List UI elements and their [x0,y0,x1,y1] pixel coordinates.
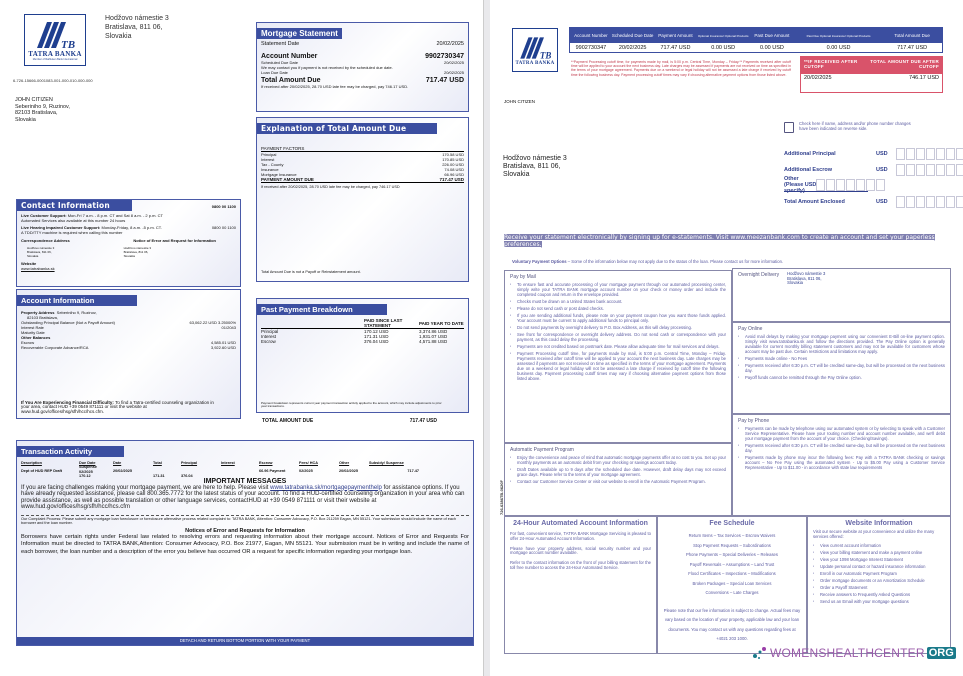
transaction-row: Dept of HUD REP Draft Suspense 02/2025 170.12 20/02/2025 171.31 376.04 66.96 Payment 02/2025 20/02/2025 717.47 [21,465,419,478]
payment-factors-list: Principal 170.58 USD Interest 170.85 USD Tax - County 226.00 USD Insurance 74.08 USD Mortgage Insurance 66.96 USD [261,152,464,177]
svg-text:TB: TB [61,38,76,50]
explanation-title: Explanation of Total Amount Due [257,123,437,134]
amount-entry-fields [784,147,963,211]
address-change-checkbox-row: Check here if name, address and/or phone number changes have been indicated on reverse side. [784,122,919,133]
bank-logo-icon [517,35,553,61]
additional-principal-field[interactable]: Additional Principal USD [784,147,963,160]
svg-text:TB: TB [539,50,552,61]
website-info-panel: Website Information Visit our secure website at your convenience and utilize the many services offered: ▪ View current account information ▪ View your billing statement and make a payment online ▪ View your 1098 Mortgage Interest Statement ▪ Update personal contact or hazard insurance information ▪ Enroll in our Automatic Payment Program ▪ Order mortgage documents or an Amortization Schedule ▪ Order a Payoff Statement ▪ Receive answers to Frequently Asked Questions ▪ Send us an Email with your mortgage questions [807,516,951,654]
important-messages-text: If you are facing challenges making your mortgage payment, we are here to help. Please visit www.tatrabanka.sk/mortgagepaymenthelp for assistance options. If you have already requested assistance, please call 800.365.7772 for the latest status of your account. To find a HUD-certified counseling organization in your area who can provide assistance, as well as possible translation or other language services, contactHUD at +39 0549 871111 or visit their website at www.hud.gov/offices/hsg/sfh/hcc/hcs.cfm [21,484,465,510]
fee-schedule-panel: Fee Schedule Return Items – Tax Services – Escrow Waivers Stop Payment Requests – Subordinations Phone Payments – Special Deliveries – Releases Payoff Reversals – Assumptions – Land Trust Flood Certificates – Inspections – Modifications Broken Packages – Special Loan Services Conversions – Late Charges Please note that our fee information is subject to change. Actual fees may vary based on the location of your property, applicable law and your loan documents. You may contact us with any questions regarding fees at +4021 203 1000. [657,516,807,654]
bank-logo-icon [33,20,77,50]
pay-by-phone-panel: Pay by Phone ▪ Payments can be made by telephone using our automated system or by selecting to speak with a Customer Service Representative. Please have your routing number and account number available, and we'll debit your mortgage payment from the account of your choice. (Checking/Savings). ▪ Payments received after 6:30 p.m. CT will be credited same-day, but will be processed on the next business day. ▪ Payments made by phone may incur the following fees: Pay with a TATRA BANK checking or savings account – No Fee Pay using the automated system - Up to $5.00 Pay using a Customer Service Representative - Up to $11.00 - in accordance with state law requirements [732,414,951,516]
contact-phone: 0800 00 1100 [211,204,236,209]
total-amount-due: 717.47 USD [425,77,464,84]
payment-coupon-page [490,0,963,676]
additional-escrow-field[interactable]: Additional Escrow USD [784,163,963,176]
detach-banner: DETACH AND RETURN BOTTOM PORTION WITH YOUR PAYMENT [17,637,473,645]
watermark: WOMENSHEALTHCENTER ORG [752,646,956,660]
coupon-account-number: 9902730347 [575,44,607,51]
address-change-checkbox[interactable] [784,122,794,133]
contact-info-box: Contact Information 0800 00 1100 Live Customer Support: Mon-Fri 7 a.m. - 8 p.m. CT and Sat 8 a.m. - 2 p.m. CT Automated Services also available at this number 24 hours Live Hearing Impaired Customer Support: Monday-Friday, 8 a.m. -5 p.m. CT. 0800 00 1100 A TDD/TTY machine is required when calling this number Correspondence Address Notice of Error and Request for Information Hodžovo námestie 3 Bratislava, 811 06, Slovakia Hodžovo námestie 3 Bratislava, 811 06, Slovakia Website www.tatrabanka.sk [16,199,241,287]
past-payment-total: TOTAL AMOUNT DUE 717.47 USD [262,418,437,424]
watermark-dots-icon [752,646,768,660]
coupon-total-due: 717.47 USD [897,44,928,51]
account-info-box: Account Information Property Address Seberiniho 9, Ruzinov, 82103 Bratislava, Outstanding Principal Balance (Not a Payoff Amount) 63,062.22 USD 3.25000% Interest Rate 01/2043 Maturity Date Other Balances Escrow 4,585.01 USD Recoverable Corporate Advance/RCA 3,922.60 USD If You Are Experiencing Financial Difficulty: To find a Tatra-certified counseling organization in your area, contact HUD +39 0549 871111 or visit the website at www.hud.gov/offices/hsg/sfh/hcc/hcs.cfm. [16,289,241,419]
account-number: 9902730347 [425,53,464,60]
total-enclosed-field[interactable]: Total Amount Enclosed USD [784,195,963,208]
bank-name: TATRA BANKA [28,49,82,58]
coupon-summary-table: Account Number Scheduled Due Date Payment Amount Optional Insurance/ Optional Products Past Due Amount Past Due Optional Insurance/ Optional Products Total Amount Due 9902730347 20/02/2025 717.47 USD 0.00 USD 0.00 USD 0.00 USD 717.47 USD [569,27,943,53]
customer-address: JOHN CITIZEN Seberiniho 9, Ruzinov, 82103 Bratislava, Slovakia [15,97,70,123]
past-payment-box: Past Payment Breakdown PAID SINCE LAST STATEMENT PAID YEAR TO DATE Principal 170.12 USD 3,374.86 USD Interest 171.31 USD 1,931.07 USD Escrow 376.04 USD 4,571.88 USD Payment breakdown represents current year payment transaction activity applied to the account, which may include adjustments to prior year transactions. [256,298,469,413]
bank-tagline: Member of Raiffeisen Bank International [32,57,78,61]
coupon-customer-name: JOHN CITIZEN [504,99,535,104]
mortgage-help-link[interactable]: www.tatrabanka.sk/mortgagepaymenthelp [270,484,382,491]
automatic-payment-panel: Automatic Payment Program ▪ Enjoy the convenience and peace of mind that automatic mortgage payments offer at no cost to you. Set up your monthly payments as an automatic debit from your checking or savings account today. ▪ Draft Dates available up to 9 days after the scheduled due date. However, draft delay days may not exceed grace days. Please refer to the terms of your mortgage agreement. ▪ Contact our Customer Service Center or visit our website to enroll in the Automatic Payment Program. [504,443,732,516]
automated-info-panel: 24-Hour Automated Account Information For fast, convenient service, TATRA BANK Mortgage Servicing is pleased to offer 24-Hour Automated Account Information. Please have your property address, social security number and your mortgage account number available. Refer to the contact information on the front of your billing statement for the toll free number to access the 24-Hour Automated Service. [504,516,657,654]
website-link[interactable]: www.tatrabanka.sk [21,266,55,271]
bank-address: Hodžovo námestie 3 Bratislava, 811 06, Slovakia [105,15,169,40]
mortgage-statement-box: Mortgage Statement Statement Date 20/02/2025 Account Number 9902730347 Scheduled Due Date 20/02/2025 We may contact you if payment is not received by the scheduled due date. Loan Due Date 20/02/2025 Total Amount Due 717.47 USD If received after 20/02/2025, 28.70 USD late fee may be charged, pay 746.17 USD. [256,22,469,112]
cutoff-note: **Payment Processing cutoff time, for payments made by mail, is 5:00 p.m. Central Time, Monday – Friday.** Payments received after cutoff time will be applied to your account the next business day. Late charges may be assessed if payments are not received on time as specified in the terms of your mortgage agreement. Payments due on a weekend or legal holiday will not be assessed a late charge if received by cutoff time the following business day. Payment processing cutoff times may vary if choosing alternative payment options from those listed above. [571,60,791,77]
statement-date: 20/02/2025 [436,41,464,47]
other-amount-field[interactable]: Other (Please specify) USD [784,179,868,192]
after-cutoff-amount: 746.17 USD [909,75,939,81]
estatement-banner: Receive your statement electronically by signing up for e-statements. Visit www.meezanbank.com to create an account and set your paperless preferences. [504,234,935,248]
important-messages-title: IMPORTANT MESSAGES [203,477,287,485]
pay-online-panel: Pay Online ▪ Avoid mail delays by making your mortgage payment using our convenient E-Bill on-line payment option. Simply visit www.tatrabanka.sk and follow the directions provided. The Pay Online option is generally available for current monthly billing statement customers and may not be available for customers whose account may be past due. Certain restrictions and limitations may apply. ▪ Payments made online - No Fees ▪ Payments received after 6:30 p.m. CT will be credited same-day, but will be processed on the next business day. ▪ Payoff funds cannot be remitted through the Pay Online option. [732,322,951,414]
bank-logo [24,14,86,66]
side-code: 726-6386TB-0620F [498,480,504,515]
transaction-columns: Description Due Date Date Total Principal Interest Escrow Fees/ HCA Other Subsidy/ Suspense [21,461,404,465]
bank-logo-coupon: TB TATRA BANKA [512,28,558,72]
barcode-line: 6-726-15666-0001083-001-000-010-000-000 [13,78,93,83]
transaction-activity-box: Transaction Activity Description Due Date Date Total Principal Interest Escrow Fees/ HCA Other Subsidy/ Suspense Dept of HUD REP Draft Suspense 02/2025 170.12 20/02/2025 171.31 376.04 66.96 Payment 02/2025 20/02/2025 717.47 IMPORTANT MESSAGES If you are facing challenges making your mortgage payment, we are here to help. Please visit www.tatrabanka.sk/mortgagepaymenthelp for assistance options. If you have already requested assistance, please call 800.365.7772 for the latest status of your account. To find a HUD-certified counseling organization in your area who can provide assistance, as well as possible translation or other language services, contactHUD at +39 0549 871111 or visit their website at www.hud.gov/offices/hsg/sfh/hcc/hcs.cfm Our Complaint Process: Please submit any mortgage loan foreclosure or foreclosure alternative process related complaint to: TATRA BANK, Attention: Consumer Advocacy, P.O. Box 211259 Eagan, MN 55121. Your submission should include the name of each borrower and the loan number. Notices of Error and Requests for Information Borrowers have certain rights under Federal law related to resolving errors and requesting information about their mortgage account. Notices of Error and Requests For Information must be directed to TATRA BANK,Attention: Consumer Advocacy, P.O. Box 21977, Eagan, MN 55121. Your submission must be in writing and include the name of each borrower, the loan number and a description of the error you believe has occurred OR a request for specific information regarding your mortgage loan. DETACH AND RETURN BOTTOM PORTION WITH YOUR PAYMENT [16,440,474,646]
pay-by-mail-panel: Pay by Mail ▪ To ensure fast and accurate processing of your mortgage payment through our automated processing center, simply write your TATRA BANK mortgage account number on your check or money order and include the completed coupon and return in the envelope provided. ▪ Checks must be drawn on a United States bank account. ▪ Please do not send cash or post dated checks. ▪ If you are sending additional funds, please note on your payment coupon how you want those funds applied. Your account must be current to apply additional funds to principal only. ▪ Do not send payments by overnight delivery to P.O. Box Address, as this will delay processing. ▪ See front for correspondence or overnight delivery address. Do not send cash or correspondence with your payment, as this could delay the processing. ▪ Payments are not credited based on postmark date. Please allow adequate time for mail services and delays. ▪ Payment Processing cutoff time, for payments made by mail, is 5:00 p.m. Central Time, Monday – Friday. Payments received after cutoff time will be applied to your account the next business day. Late charges may be assessed if payments are not received on time as specified in the terms of your mortgage agreement. Payments due on a weekend or legal holiday will not be assessed a late charge if received by cutoff time the following business day. Payment processing cutoff times may vary if choosing alternative payment options from those listed above. [504,270,732,443]
mortgage-statement-title: Mortgage Statement [257,28,342,39]
overnight-delivery-panel: Overnight Delivery Hodžovo námestie 3 Bratislava, 811 06, Slovakia [732,268,951,322]
explanation-box: Explanation of Total Amount Due PAYMENT FACTORS Principal 170.58 USD Interest 170.85 USD Tax - County 226.00 USD Insurance 74.08 USD Mortgage Insurance 66.96 USD PAYMENT AMOUNT DUE 717.47 USD If received after 20/02/2025, 28.70 USD late fee may be charged, pay 746.17 USD Total Amount Due is not a Payoff or Reinstatement amount. [256,117,469,282]
after-cutoff-box: **IF RECEIVED AFTER CUTOFF TOTAL AMOUNT DUE AFTER CUTOFF 20/02/2025 746.17 USD [800,56,943,93]
remit-address: Hodžovo námestie 3 Bratislava, 811 06, Slovakia [503,155,567,178]
voluntary-options-note: Voluntary Payment Options – Some of the information below may not apply due to the status of the loan. Please contact us for more information. [512,259,784,264]
